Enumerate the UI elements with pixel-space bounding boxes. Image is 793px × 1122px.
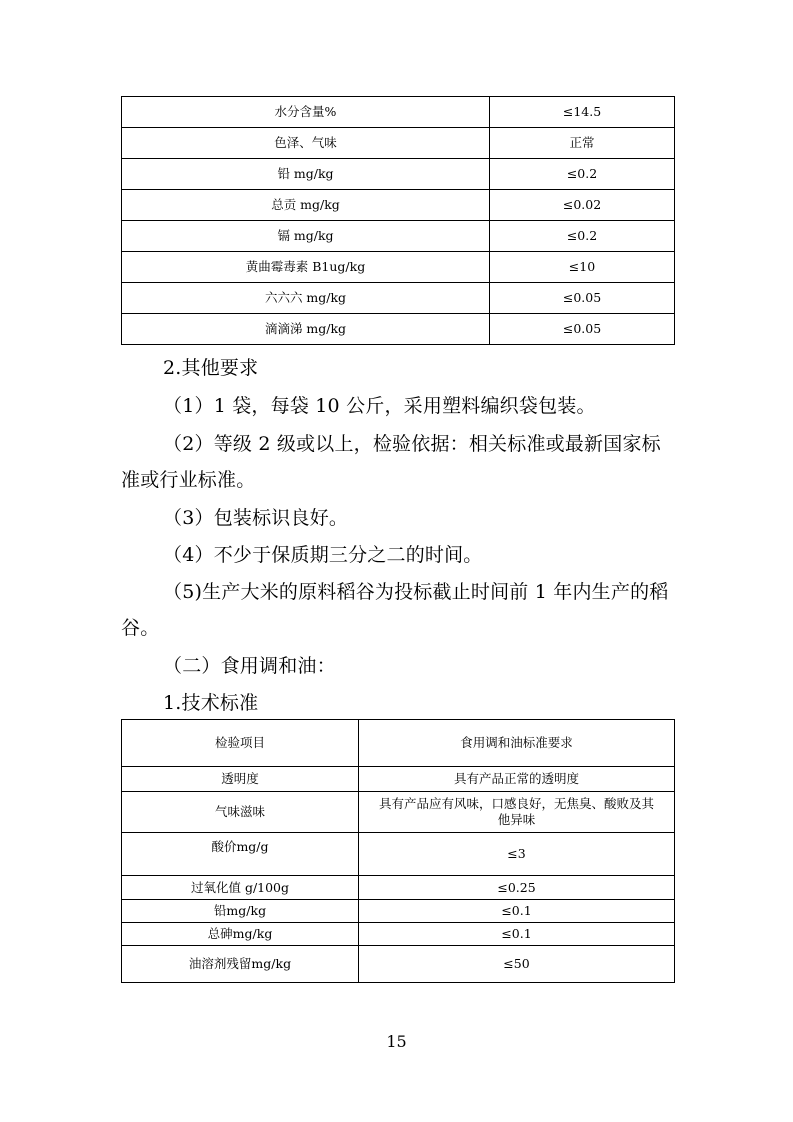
value-cell: ≤0.05 xyxy=(490,283,675,314)
rice-spec-table xyxy=(121,96,675,345)
section-heading-oil: （二）食用调和油： xyxy=(163,655,336,677)
table-row xyxy=(122,833,675,876)
requirement-item: （3）包装标识良好。 xyxy=(163,507,349,529)
value-cell: 正常 xyxy=(490,128,675,159)
item-cell: 油溶剂残留mg/kg xyxy=(122,946,359,983)
requirement-item: （4）不少于保质期三分之二的时间。 xyxy=(163,544,483,566)
item-cell: 黄曲霉毒素 B1ug/kg xyxy=(122,252,490,283)
table-row xyxy=(122,159,675,190)
item-cell: 气味滋味 xyxy=(122,792,359,833)
requirement-item: （5)生产大米的原料稻谷为投标截止时间前 1 年内生产的稻谷。 xyxy=(121,581,669,639)
value-cell: ≤0.02 xyxy=(490,190,675,221)
item-cell: 过氧化值 g/100g xyxy=(122,876,359,900)
value-cell: ≤10 xyxy=(490,252,675,283)
table-row xyxy=(122,923,675,946)
item-cell: 透明度 xyxy=(122,767,359,792)
table-row xyxy=(122,128,675,159)
table-row xyxy=(122,767,675,792)
value-cell: 具有产品应有风味，口感良好，无焦臭、酸败及其他异味 xyxy=(359,792,675,833)
item-cell: 铅mg/kg xyxy=(122,900,359,923)
value-cell: ≤3 xyxy=(359,833,675,876)
value-cell: ≤0.25 xyxy=(359,876,675,900)
item-cell: 色泽、气味 xyxy=(122,128,490,159)
section-heading-other: 2.其他要求 xyxy=(163,357,259,379)
value-cell: ≤0.1 xyxy=(359,923,675,946)
item-cell: 酸价mg/g xyxy=(122,833,359,876)
requirement-item: （1）1 袋，每袋 10 公斤，采用塑料编织袋包装。 xyxy=(163,395,596,417)
header-cell: 检验项目 xyxy=(122,720,359,767)
value-cell: ≤0.2 xyxy=(490,221,675,252)
subheading-tech-standard: 1.技术标准 xyxy=(163,692,259,714)
item-cell: 总贡 mg/kg xyxy=(122,190,490,221)
table-row xyxy=(122,314,675,345)
item-cell: 镉 mg/kg xyxy=(122,221,490,252)
table-row xyxy=(122,97,675,128)
value-cell: 具有产品正常的透明度 xyxy=(359,767,675,792)
header-cell: 食用调和油标准要求 xyxy=(359,720,675,767)
table-row xyxy=(122,792,675,833)
oil-spec-table xyxy=(121,719,675,983)
item-cell: 水分含量% xyxy=(122,97,490,128)
table-row xyxy=(122,221,675,252)
item-cell: 滴滴涕 mg/kg xyxy=(122,314,490,345)
item-cell: 铅 mg/kg xyxy=(122,159,490,190)
item-cell: 六六六 mg/kg xyxy=(122,283,490,314)
table-row xyxy=(122,283,675,314)
page-number: 15 xyxy=(386,1032,407,1051)
requirement-item: （2）等级 2 级或以上，检验依据：相关标准或最新国家标准或行业标准。 xyxy=(121,433,661,491)
value-cell: ≤0.1 xyxy=(359,900,675,923)
table-row xyxy=(122,900,675,923)
table-row xyxy=(122,876,675,900)
value-cell: ≤50 xyxy=(359,946,675,983)
value-cell: ≤0.2 xyxy=(490,159,675,190)
item-cell: 总砷mg/kg xyxy=(122,923,359,946)
table-row xyxy=(122,252,675,283)
table-row xyxy=(122,190,675,221)
table-header-row xyxy=(122,720,675,767)
table-row xyxy=(122,946,675,983)
value-cell: ≤0.05 xyxy=(490,314,675,345)
value-cell: ≤14.5 xyxy=(490,97,675,128)
